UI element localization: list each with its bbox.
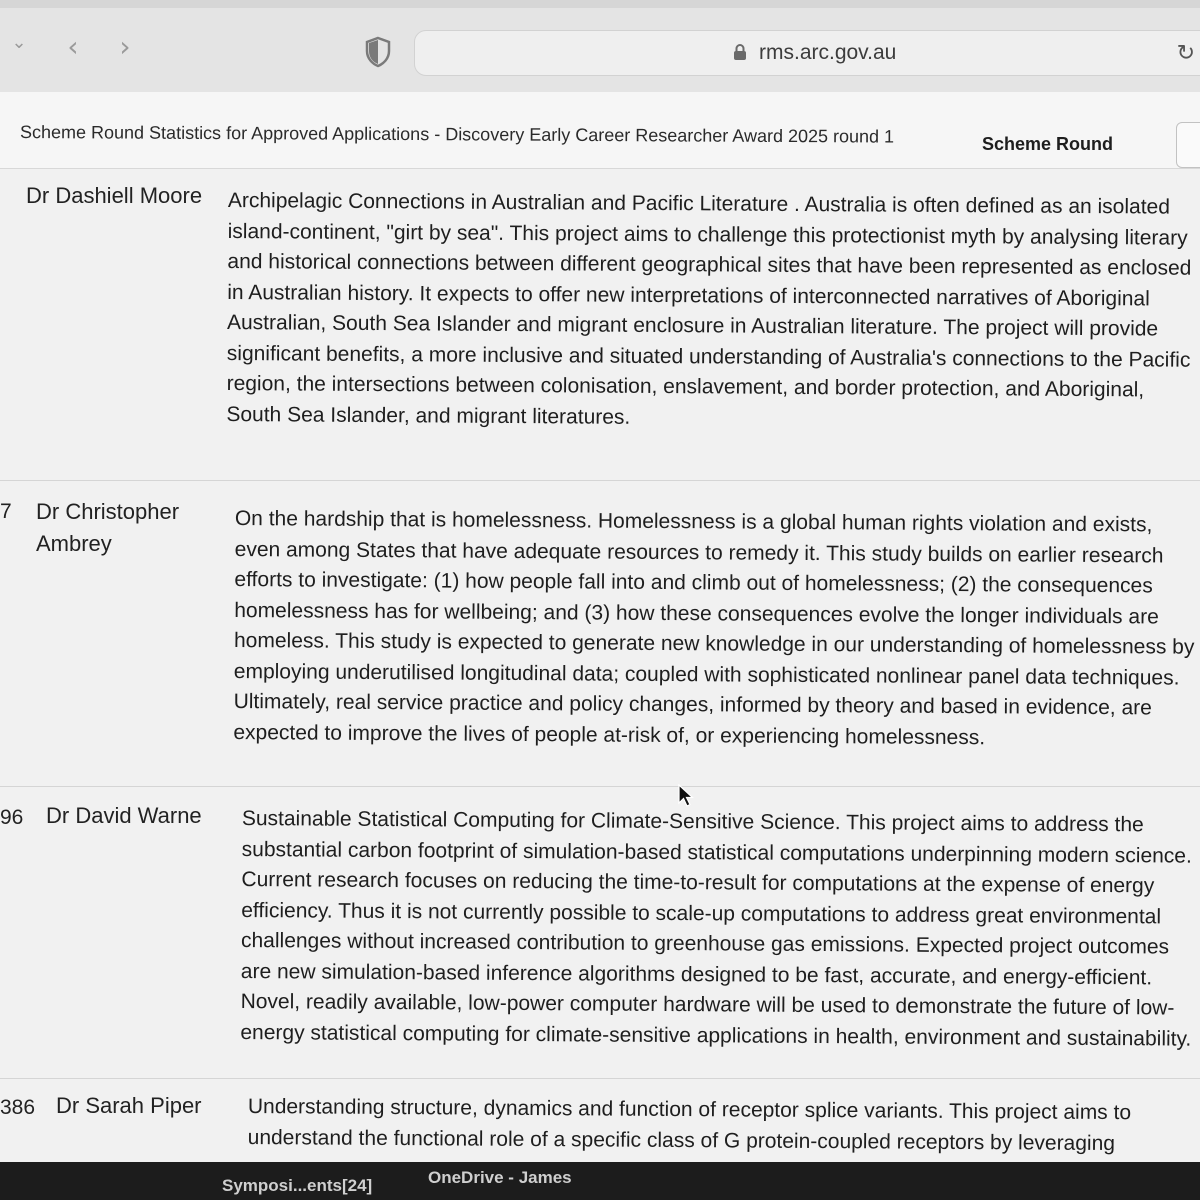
- row-id: 386: [0, 1096, 36, 1119]
- row-name: Dr Christopher Ambrey: [36, 499, 180, 556]
- lock-icon: [733, 43, 747, 61]
- table-row: [0, 168, 1200, 481]
- row-description: Understanding structure, dynamics and function of receptor splice variants. This project aims to understand the functional role of a specific class of G protein-coupled receptors by leveraging: [247, 1094, 1132, 1155]
- table-row: [0, 786, 1200, 1079]
- row-name: Dr David Warne: [46, 803, 202, 828]
- window-top-edge: [0, 0, 1200, 8]
- shield-icon[interactable]: [364, 36, 392, 68]
- address-bar[interactable]: [414, 30, 1200, 76]
- table-row: [0, 1078, 1200, 1162]
- chevron-right-icon[interactable]: ›: [119, 30, 131, 63]
- column-header-scheme-round: Scheme Round: [982, 134, 1114, 154]
- taskbar-item[interactable]: Symposi...ents[24]: [222, 1176, 373, 1195]
- row-name: Dr Sarah Piper: [56, 1093, 202, 1118]
- browser-toolbar: [0, 0, 1200, 93]
- table-row: [0, 480, 1200, 787]
- reload-icon[interactable]: ↻: [1176, 41, 1195, 66]
- row-description: Sustainable Statistical Computing for Climate-Sensitive Science. This project aims to address the substantial carbon footprint of simulation-based statistical computations underpinning modern science. Current research focuses on reducing the time-to-result for computations at the expense of energy efficiency. Thus it is not currently possible to scale-up computations to address great environmental challenges without increased contribution to greenhouse gas emissions. Expected project outcomes are new simulation-based inference algorithms designed to be fast, accurate, and energy-efficient. Novel, readily available, low-power computer hardware will be used to demonstrate the future of low-energy statistical computing for climate-sensitive applications in health, environment and sustainability.: [240, 806, 1192, 1051]
- page-header: [0, 92, 1200, 169]
- page-content: [0, 92, 1200, 1162]
- url-text: rms.arc.gov.au: [759, 41, 897, 64]
- row-description: Archipelagic Connections in Australian and Pacific Literature . Australia is often defined as an isolated island-continent, "girt by sea". This project aims to challenge this protectionist myth by analysing literary and historical connections between different geographical sites that have been represented as enclosed in Australian history. It expects to offer new interpretations of interconnected narratives of Aboriginal Australian, South Sea Islander and migrant enclosure in Australian literature. The project will provide significant benefits, a more inclusive and situated understanding of Australia's connections to the Pacific region, the intersections between colonisation, enslavement, and border protection, and Aboriginal, South Sea Islander, and migrant literatures.: [226, 188, 1192, 429]
- row-id: 7: [0, 500, 12, 523]
- tab-overview-chevron-icon[interactable]: ⌄: [11, 32, 27, 53]
- row-name: Dr Dashiell Moore: [26, 183, 203, 208]
- page-title: Scheme Round Statistics for Approved Applications - Discovery Early Career Researcher Award 2025 round 1: [19, 122, 895, 147]
- taskbar-item[interactable]: OneDrive - James: [428, 1168, 572, 1187]
- header-action-button[interactable]: [1176, 122, 1200, 168]
- taskbar: [0, 1162, 1200, 1200]
- row-id: 96: [0, 806, 24, 829]
- row-description: On the hardship that is homelessness. Homelessness is a global human rights violation and exists, even among States that have adequate resources to remedy it. This study builds on earlier research efforts to investigate: (1) how people fall into and climb out of homelessness; (2) the consequences homelessness has for wellbeing; and (3) how these consequences evolve the longer individuals are homeless. This study is expected to generate new knowledge in our understanding of homelessness by employing underutilised longitudinal data; coupled with sophisticated nonlinear panel data techniques. Ultimately, real service practice and policy changes, informed by theory and based in evidence, are expected to improve the lives of people at-risk of, or experiencing homelessness.: [233, 506, 1195, 749]
- chevron-left-icon[interactable]: ‹: [67, 30, 79, 63]
- mouse-cursor-icon: [678, 784, 694, 808]
